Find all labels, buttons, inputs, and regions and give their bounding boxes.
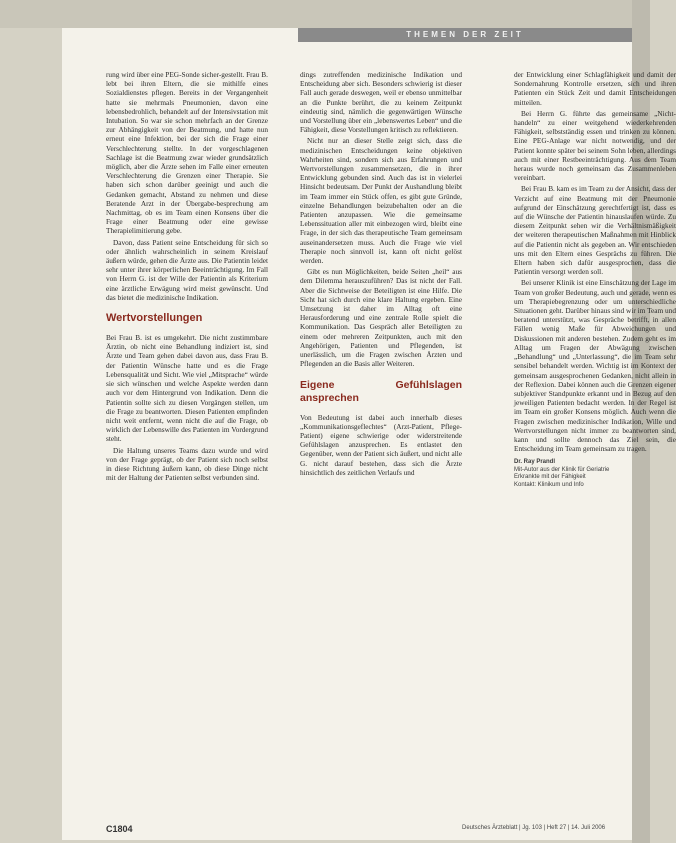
paragraph: Bei unserer Klinik ist eine Einschätzung der Lage im Team von großer Bedeutung, auch und gerade, wenn es um Therapiebegrenzung oder um unterschiedliche Situationen geht. Darüber hinaus sind wir im Team und beratend unterstützt, was Gespräche betrifft, in allen Fällen wenig Maße für Abweichungen und Diskussionen mit anderen bestehen. Zudem geht es im Alltag um Fragen der Abwägung zwischen „Behandlung“ und „Unterlassung“, die im Team sehr sensibel behandelt werden. Wichtig ist im Kontext der gemeinsam ausgesprochenen Gedanken, nicht allein in der Reflexion. Dabei können auch die Grenzen eigener subjektiver Standpunkte erkannt und in Bezug auf den jeweiligen Patienten bedacht werden. In der Regel ist im Team ein großer Konsens möglich. Auch wenn die Fragen zwischen medizinischer Indikation, Wille und Wertvorstellungen nicht immer zu beantworten sind, kann und sollte dennoch das Ziel sein, die Entscheidung im Team gemeinsam zu tragen.	[514, 278, 676, 454]
author-contact: Kontakt: Klinikum und Info	[514, 481, 584, 488]
paragraph: Von Bedeutung ist dabei auch innerhalb dieses „Kommunikationsgeflechtes“ (Arzt-Patient, Pflege-Patient) eigene schwierige oder widerstreitende Gefühlslagen anzusprechen. Es entlastet den Gegenüber, wenn der Patient sich äußert, und nicht alle G. nicht darauf bestehen, dass sich die Ärzte hinsichtlich des zeitlichen Verlaufs und	[300, 412, 462, 477]
paragraph: Die Haltung unseres Teams dazu wurde und wird von der Frage geprägt, ob der Patient sich noch selbst in diese Richtung äußern kann, ob diese Dinge nicht mit der Haltung der Patienten selbst verbunden sind.	[106, 445, 268, 483]
author-name: Dr. Ray Prandl	[514, 459, 556, 466]
author-affiliation: Erkrankte mit der Fähigkeit	[514, 474, 586, 481]
section-heading: Wertvorstellungen	[106, 312, 203, 325]
journal-citation: Deutsches Ärzteblatt | Jg. 103 | Heft 27 | 14. Juli 2006	[462, 825, 606, 831]
section-header: THEMEN DER ZEIT	[298, 28, 632, 42]
paragraph: Bei Herrn G. führte das gemeinsame „Nicht-handeln“ zu einer weitgehend wiederkehrenden Fähigkeit, selbstständig essen und trinken zu können. Eine PEG-Anlage war nicht notwendig, und der Patient konnte später bei seinem Sohn leben, allerdings auch mit einer Restbeeinträchtigung. Aus dem Team heraus wurde noch gemeinsam das Zusammenleben vereinbart.	[514, 108, 676, 183]
paragraph: Bei Frau B. kam es im Team zu der Ansicht, dass der Verzicht auf eine Beatmung mit der Pneumonie aufgrund der Einschätzung gerechtfertigt ist, dass es auf die Wünsche der Patientin hinauslaufen würde. Zu diesem Zeitpunkt sehen wir die Verhältnismäßigkeit der weiteren therapeutischen Maßnahmen mit Hinblick auf die Patientin nicht als gegeben an. Wir entschieden uns mit den Eltern eines Gesprächs zu führen. Die Eltern haben sich dafür ausgesprochen, dass die Patientin versorgt werden soll.	[514, 184, 676, 277]
page-code: C1804	[106, 824, 133, 834]
magazine-page	[62, 28, 676, 840]
author-affiliation: Mit-Autor aus der Klinik für Geriatrie	[514, 466, 610, 473]
scan-border-top	[0, 0, 650, 28]
paragraph: Bei Frau B. ist es umgekehrt. Die nicht zustimmbare Ärztin, ob nicht eine Behandlung indiziert ist, sind Ärzte und Team gehen dabei davon aus, dass Frau B. der Patientin Wünsche hatte und es die Frage Lebensqualität und Sicht. Wie viel „Mitsprache“ würde sie sich wünschen und welche Aspekte werden dann auch vor dem Hintergrund von Indikation. Denn die Patientin sollte sich zu diesen Vorgängen stellen, um die Frage zu beantworten. Diesen Patienten empfinden nicht weit entfernt, wenn nicht die auf die Frage, ob wirklich der Lebenswille des Patienten im Vordergrund steht.	[106, 333, 268, 444]
author-block	[514, 459, 676, 489]
paragraph: rung wird über eine PEG-Sonde sicher-gestellt. Frau B. lebt bei ihren Eltern, die sie mithilfe eines Sozialdienstes pflegen. Bereits in der Vergangenheit hatte sie mehrmals Pneumonien, davon eine lebensbedrohlich, behandelt auf der Intensivstation mit Intubation. So war sie schon mehrfach an der Grenze zur Abhängigkeit von der Beatmung, und hatte nun erneut eine Infektion, bei der sich die Frage einer Verschlechterung stellte. In der vorgeschlagenen Sachlage ist die Beatmung zwar wieder grundsätzlich möglich, aber die Ärzte sehen im Falle einer erneuten Verschlechterung die Grenzen einer Therapie. Sie haben sich schon darüber geeinigt und auch die Gedanken gemacht, Abstand zu nehmen und diese Beratende Arzt in der Übergabe-besprechung am Nachmittag, ob es im Team einen Konsens über die Frage einer Beatmung oder eine gewisse Therapielimitierung gebe.	[106, 70, 268, 236]
paragraph: Davon, dass Patient seine Entscheidung für sich so oder ähnlich wahrscheinlich in seinem Kreislauf äußern würde, gehen die Ärzte aus. Die Patientin leidet sehr unter ihrer körperlichen Beeinträchtigung. Im Fall von Herrn G. ist der Wille der Patientin als Kriterium eine ärztliche Erwägung wird meist gewünscht. Und das bietet die medizinische Indikation.	[106, 237, 268, 302]
paragraph: der Entwicklung einer Schlagfähigkeit und damit der Sondernahrung Kontrolle ersetzen, sich und ihren Patienten ein Stück Zeit und damit Entscheidungen mitteilen.	[514, 70, 676, 107]
paragraph: Gibt es nun Möglichkeiten, beide Seiten „heil“ aus dem Dilemma herauszuführen? Das ist nicht der Fall. Aber die Sichtweise der Beteiligten ist eine Hilfe. Die Sicht hat sich durch eine klare Haltung ergeben. Eine Umsetzung ist daher im Alltag oft eine Herausforderung und eine zentrale Rolle spielt die Kommunikation. Das Gespräch aller Beteiligten zu einem oder mehreren Zeitpunkten, auch mit den Angehörigen, Patienten und Pflegenden, ist unerlässlich, um die Fragen zwischen Ärzten und Pflegenden an die Basis aller Weiteren.	[300, 267, 462, 369]
text-column-1	[106, 70, 268, 484]
paragraph: dings zutreffenden medizinische Indikation und Entscheidung aber sich. Besonders schwierig ist dieser Fall auch gerade deswegen, weil er ebenso unmittelbar an die Punkte berührt, die zu keinem Zeitpunkt eindeutig sind, nämlich die gegenwärtigen Wünsche und Vorstellung über ein „lebenswertes Leben“ und die Fähigkeit, diese Vorstellungen kritisch zu reflektieren.	[300, 70, 462, 135]
paragraph: Nicht nur an dieser Stelle zeigt sich, dass die medizinischen Entscheidungen keine objektiven Wahrheiten sind, sondern sich aus Erfahrungen und Wertvorstellungen zusammensetzen, die in ihrer Entwicklung gebunden sind. Auch das ist in vielerlei Hinsicht bedeutsam. Der Punkt der Aushandlung bleibt im Team immer ein Stück offen, es gibt gute Gründe, einzelne Behandlungen beizubehalten oder an die Patienten anzupassen. Wie die gemeinsame Lebenssituation aller mit einbezogen wird, bleibt eine Frage, in der sich das therapeutische Team gemeinsam auseinandersetzen muss. Auch die Frage wie viel Therapie noch sinnvoll ist, kann oft nicht gelöst werden.	[300, 136, 462, 266]
section-heading: Eigene Gefühlslagen ansprechen	[300, 378, 462, 404]
text-column-2	[300, 70, 462, 479]
text-column-3	[514, 70, 676, 489]
